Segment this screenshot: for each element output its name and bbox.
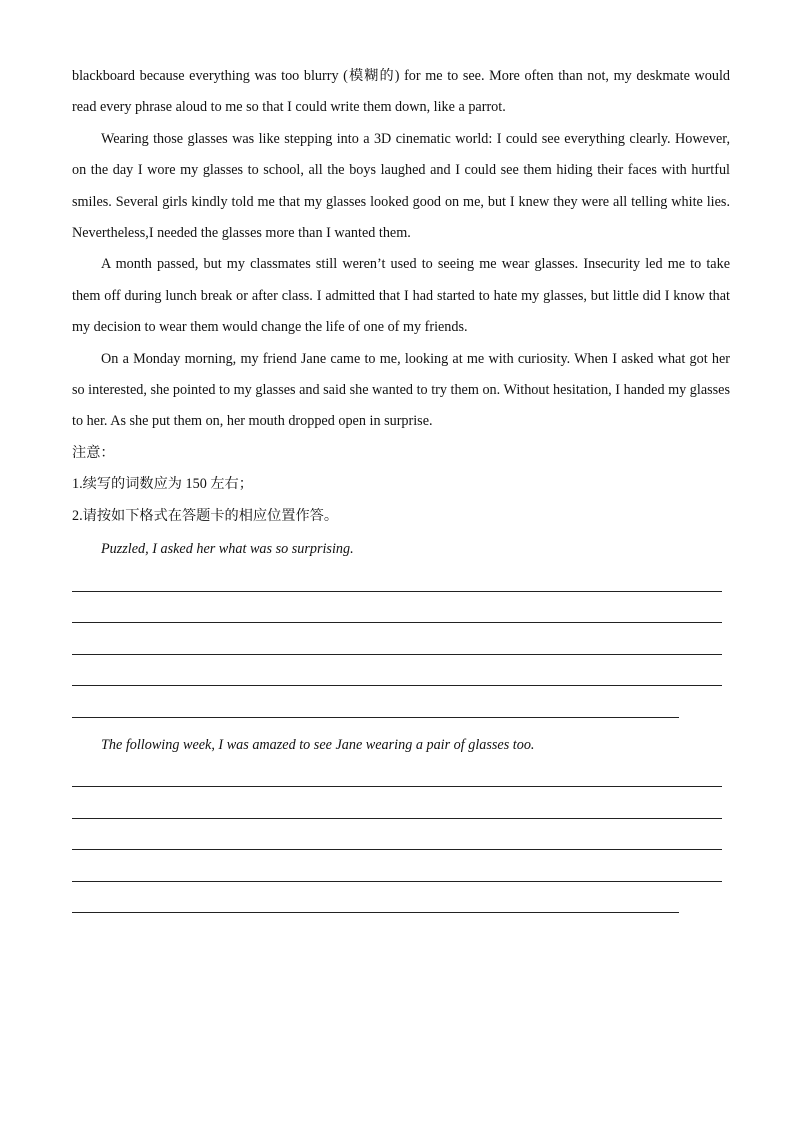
answer-line[interactable] <box>72 882 679 914</box>
answer-line[interactable] <box>72 819 722 851</box>
answer-line[interactable] <box>72 623 722 655</box>
answer-line[interactable] <box>72 686 679 718</box>
answer-lines-1[interactable] <box>72 560 730 718</box>
answer-line[interactable] <box>72 850 722 882</box>
notes-item-1: 1.续写的词数应为 150 左右； <box>72 476 253 493</box>
answer-line[interactable] <box>72 787 722 819</box>
passage-paragraph-2: Wearing those glasses was like stepping into a 3D cinematic world: I could see everything clearly. However, on the day I wore my glasses to school, all the boys laughed and I could see them hiding their faces with hurtful smiles. Several girls kindly told me that my glasses looked good on me, but I knew they were all telling white lies. Nevertheless,I needed the glasses more than I wanted them. <box>72 130 730 242</box>
answer-line[interactable] <box>72 655 722 687</box>
notes-heading: 注意： <box>72 444 115 461</box>
passage-paragraph-3: A month passed, but my classmates still weren’t used to seeing me wear glasses. Insecurity led me to take them off during lunch break or after class. I admitted that I had started to hate my glasses, but little did I know that my decision to wear them would change the life of one of my friends. <box>72 256 730 336</box>
answer-line[interactable] <box>72 592 722 624</box>
notes-item-2: 2.请按如下格式在答题卡的相应位置作答。 <box>72 507 339 524</box>
continuation-prompt-1: Puzzled, I asked her what was so surprising. <box>101 541 354 558</box>
answer-lines-2[interactable] <box>72 756 730 914</box>
passage-paragraph-4: On a Monday morning, my friend Jane came to me, looking at me with curiosity. When I asked what got her so interested, she pointed to my glasses and said she wanted to try them on. Without hesitation, I handed my glasses to her. As she put them on, her mouth dropped open in surprise. <box>72 350 730 430</box>
document-page <box>72 61 730 913</box>
continuation-prompt-2: The following week, I was amazed to see Jane wearing a pair of glasses too. <box>101 736 535 753</box>
passage-paragraph-1: blackboard because everything was too blurry (模糊的) for me to see. More often than not, my deskmate would read every phrase aloud to me so that I could write them down, like a parrot. <box>72 68 730 116</box>
